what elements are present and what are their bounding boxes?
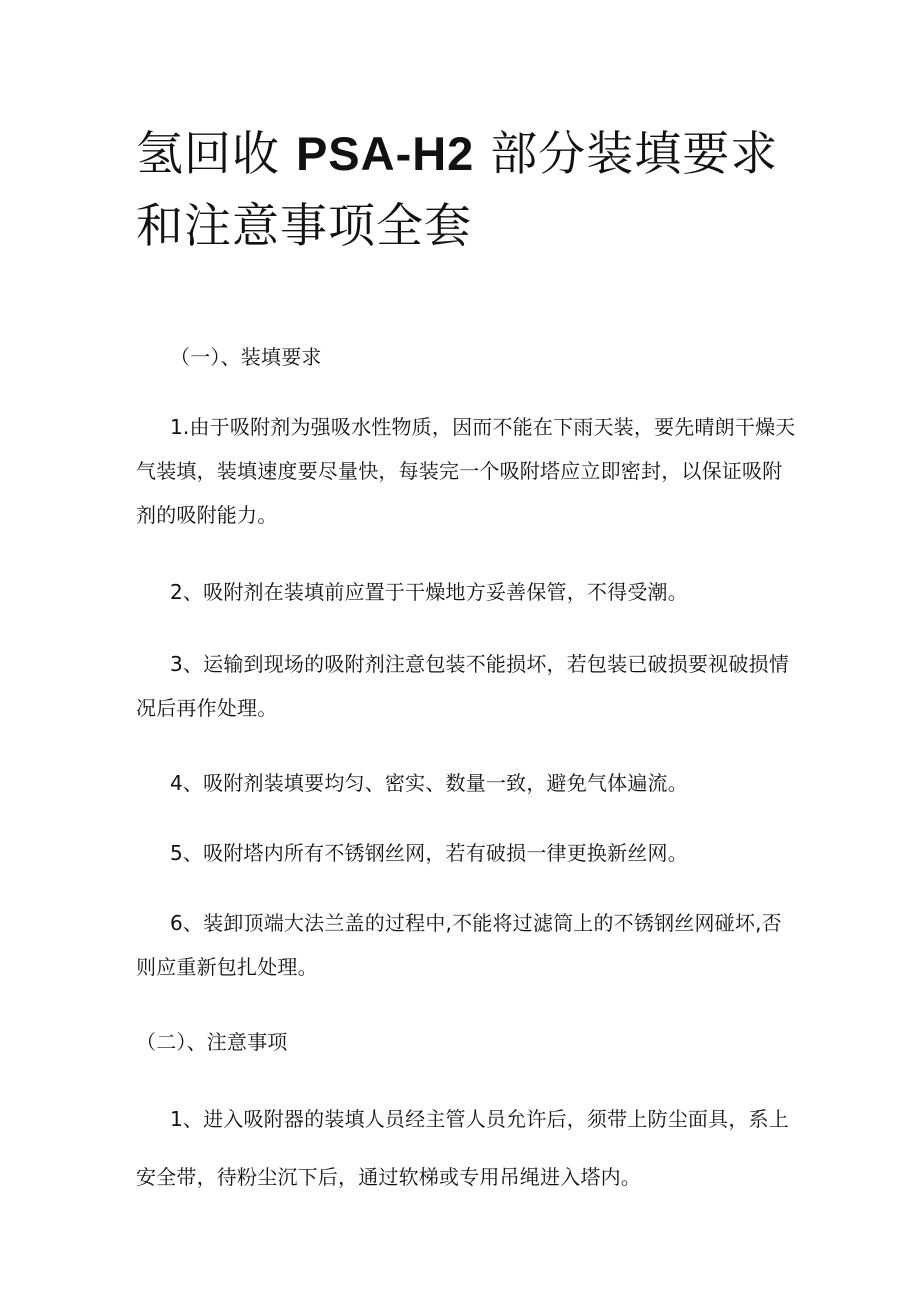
document-title — [136, 118, 816, 263]
section-heading-loading-requirements: （一）、装填要求 — [170, 345, 322, 369]
list-item: 1.由于吸附剂为强吸水性物质，因而不能在下雨天装，要先晴朗干燥天气装填，装填速度要尽量快，每装完一个吸附塔应立即密封，以保证吸附剂的吸附能力。 — [136, 415, 796, 527]
section-heading-precautions: （二）、注意事项 — [136, 1030, 288, 1054]
list-item: 1、进入吸附器的装填人员经主管人员允许后，须带上防尘面具，系上安全带，待粉尘沉下后，通过软梯或专用吊绳进入塔内。 — [136, 1107, 789, 1189]
list-item: 6、装卸顶端大法兰盖的过程中,不能将过滤筒上的不锈钢丝网碰坏,否则应重新包扎处理。 — [136, 911, 782, 979]
title-part1: 氢回收 — [136, 127, 280, 182]
list-item: 4、吸附剂装填要均匀、密实、数量一致，避免气体遍流。 — [170, 771, 688, 795]
list-item: 5、吸附塔内所有不锈钢丝网，若有破损一律更换新丝网。 — [170, 841, 688, 865]
list-item: 2、吸附剂在装填前应置于干燥地方妥善保管，不得受潮。 — [170, 580, 688, 604]
list-item: 3、运输到现场的吸附剂注意包装不能损坏，若包装已破损要视破损情况后再作处理。 — [136, 652, 789, 720]
title-part2: 部分装填要求和注意事项全套 — [136, 127, 779, 254]
title-latin: PSA-H2 — [295, 127, 475, 180]
